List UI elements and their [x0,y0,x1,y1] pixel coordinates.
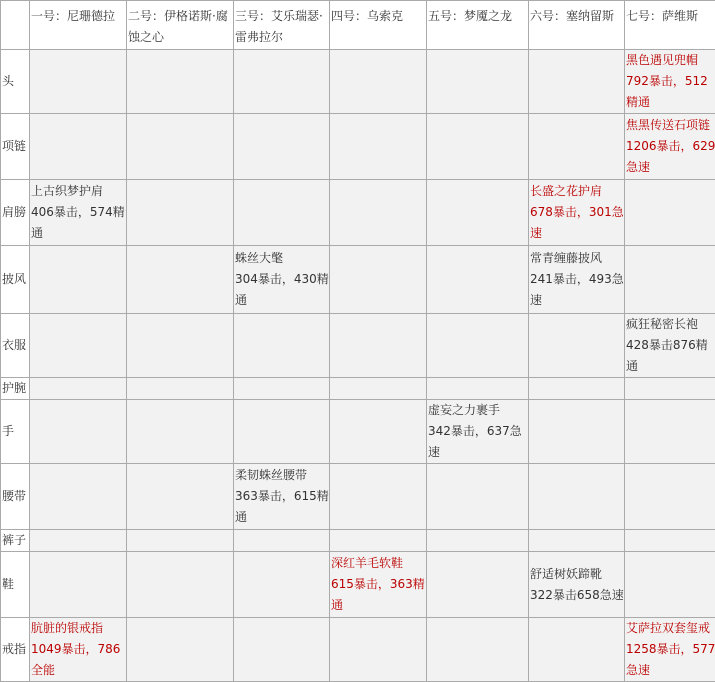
item-stats: 342暴击，637急速 [428,421,528,463]
loot-item-cell [625,314,715,378]
loot-item-cell [529,552,625,618]
empty-cell [30,400,127,464]
slot-label: 肩膀 [1,180,30,246]
empty-cell [427,50,529,114]
empty-cell [330,50,427,114]
loot-item-cell [234,464,330,530]
loot-item-cell [625,50,715,114]
slot-label: 戒指 [1,618,30,682]
item-stats: 615暴击，363精通 [331,574,426,616]
item-stats: 428暴击876精通 [626,335,715,377]
empty-cell [330,314,427,378]
item-stats: 1206暴击，629急速 [626,136,715,178]
item-stats: 678暴击，301急速 [530,202,624,244]
item-name: 柔韧蛛丝腰带 [235,465,329,486]
empty-cell [234,114,330,180]
item-name: 焦黑传送石项链 [626,115,715,136]
item-stats: 1049暴击，786全能 [31,639,126,681]
slot-row [1,464,715,530]
loot-table-body [1,1,715,682]
item-name: 疯狂秘密长袍 [626,314,715,335]
empty-cell [330,400,427,464]
boss-header-4: 四号：乌索克 [330,1,427,50]
empty-cell [427,180,529,246]
slot-row [1,530,715,552]
loot-item-cell [330,552,427,618]
slot-row [1,378,715,400]
loot-item-cell [427,400,529,464]
empty-cell [30,314,127,378]
empty-cell [427,530,529,552]
empty-cell [427,464,529,530]
empty-cell [330,378,427,400]
empty-cell [427,114,529,180]
empty-cell [30,114,127,180]
empty-cell [427,552,529,618]
empty-cell [127,400,234,464]
slot-label: 披风 [1,246,30,314]
empty-cell [127,246,234,314]
empty-cell [529,378,625,400]
item-name: 黑色遇见兜帽 [626,50,715,71]
empty-cell [427,314,529,378]
item-name: 虚妄之力裹手 [428,400,528,421]
slot-row [1,180,715,246]
empty-cell [127,378,234,400]
slot-label: 项链 [1,114,30,180]
header-row [1,1,715,50]
slot-row [1,50,715,114]
empty-cell [529,400,625,464]
empty-cell [30,378,127,400]
empty-cell [330,180,427,246]
empty-cell [234,50,330,114]
empty-cell [234,618,330,682]
boss-header-7: 七号：萨维斯 [625,1,715,50]
empty-cell [234,314,330,378]
loot-item-cell [625,114,715,180]
item-stats: 241暴击，493急速 [530,269,624,311]
empty-cell [529,464,625,530]
empty-cell [427,378,529,400]
item-name: 深红羊毛软鞋 [331,553,426,574]
empty-cell [427,246,529,314]
empty-cell [30,246,127,314]
empty-cell [625,400,715,464]
empty-cell [625,552,715,618]
loot-item-cell [30,618,127,682]
item-stats: 406暴击，574精通 [31,202,126,244]
empty-cell [127,530,234,552]
slot-row [1,114,715,180]
empty-cell [625,378,715,400]
empty-cell [529,530,625,552]
slot-label: 衣服 [1,314,30,378]
empty-cell [625,246,715,314]
boss-header-6: 六号：塞纳留斯 [529,1,625,50]
empty-cell [127,552,234,618]
item-stats: 792暴击，512精通 [626,71,715,113]
slot-label: 裤子 [1,530,30,552]
empty-cell [330,246,427,314]
boss-header-3: 三号：艾乐瑞瑟·雷弗拉尔 [234,1,330,50]
slot-row [1,400,715,464]
empty-cell [330,464,427,530]
slot-label: 护腕 [1,378,30,400]
loot-item-cell [529,180,625,246]
boss-header-5: 五号：梦魇之龙 [427,1,529,50]
empty-cell [234,378,330,400]
empty-cell [127,180,234,246]
empty-cell [30,464,127,530]
item-stats: 304暴击，430精通 [235,269,329,311]
empty-cell [127,464,234,530]
empty-cell [127,314,234,378]
empty-cell [30,530,127,552]
empty-cell [625,180,715,246]
empty-cell [234,552,330,618]
empty-cell [330,530,427,552]
slot-row [1,552,715,618]
empty-cell [529,114,625,180]
slot-label: 鞋 [1,552,30,618]
boss-header-2: 二号：伊格诺斯·腐蚀之心 [127,1,234,50]
item-stats: 322暴击658急速 [530,585,624,606]
item-name: 常青缠藤披风 [530,248,624,269]
loot-item-cell [30,180,127,246]
empty-cell [529,50,625,114]
empty-cell [330,114,427,180]
empty-cell [30,552,127,618]
boss-header-1: 一号：尼珊德拉 [30,1,127,50]
empty-cell [529,618,625,682]
item-name: 蛛丝大氅 [235,248,329,269]
slot-label: 手 [1,400,30,464]
empty-cell [529,314,625,378]
loot-item-cell [529,246,625,314]
item-name: 艾萨拉双套玺戒 [626,618,715,639]
item-name: 肮脏的银戒指 [31,618,126,639]
corner-cell [1,1,30,50]
slot-row [1,618,715,682]
item-stats: 1258暴击，577急速 [626,639,715,681]
empty-cell [127,50,234,114]
empty-cell [127,618,234,682]
item-stats: 363暴击，615精通 [235,486,329,528]
empty-cell [625,530,715,552]
empty-cell [625,464,715,530]
item-name: 长盛之花护肩 [530,181,624,202]
empty-cell [127,114,234,180]
item-name: 上古织梦护肩 [31,181,126,202]
slot-label: 头 [1,50,30,114]
empty-cell [427,618,529,682]
empty-cell [30,50,127,114]
empty-cell [234,400,330,464]
empty-cell [330,618,427,682]
loot-item-cell [234,246,330,314]
slot-row [1,314,715,378]
slot-row [1,246,715,314]
empty-cell [234,530,330,552]
loot-item-cell [625,618,715,682]
empty-cell [234,180,330,246]
slot-label: 腰带 [1,464,30,530]
item-name: 舒适树妖蹄靴 [530,564,624,585]
